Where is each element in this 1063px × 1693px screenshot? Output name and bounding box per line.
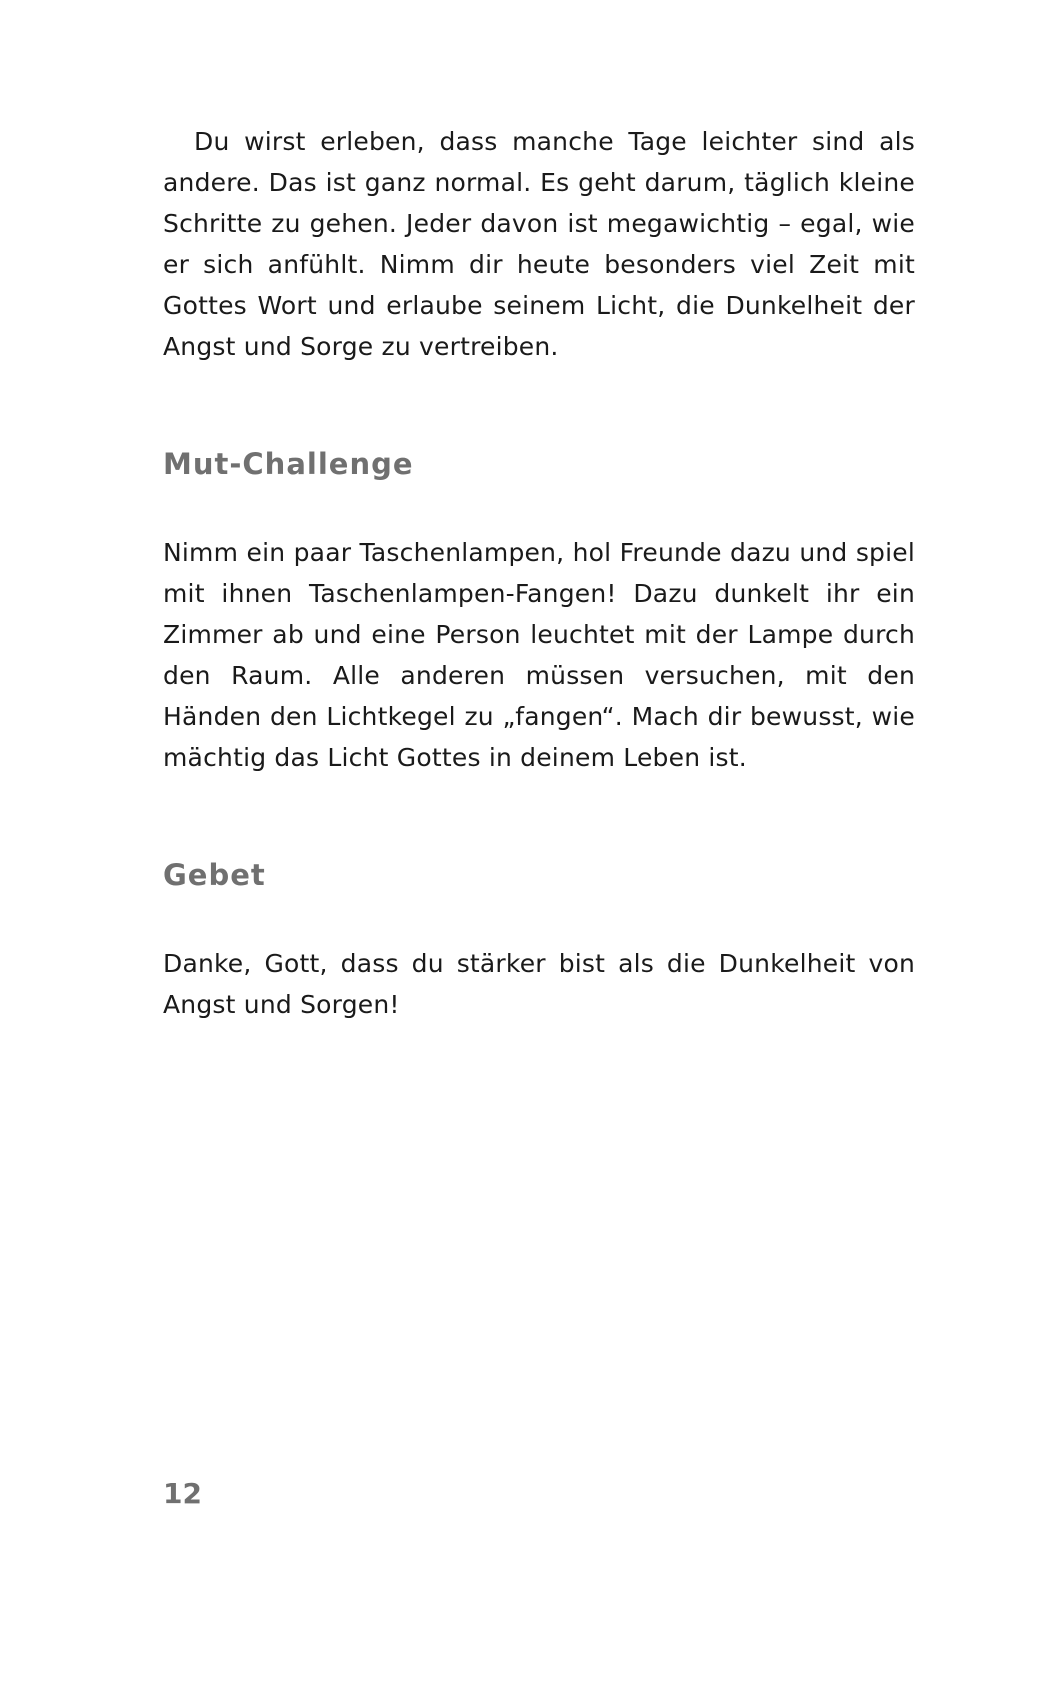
section-heading-gebet: Gebet: [163, 858, 266, 892]
gebet-paragraph: Danke, Gott, dass du stärker bist als die Dunkelheit von Angst und Sorgen!: [163, 949, 915, 1019]
mut-challenge-paragraph: Nimm ein paar Taschenlampen, hol Freunde dazu und spiel mit ihnen Taschenlampen-Fangen! Dazu dunkelt ihr ein Zimmer ab und eine Person leuchtet mit der Lampe durch den Raum. Alle anderen müssen versuchen, mit den Händen den Lichtkegel zu „fangen“. Mach dir bewusst, wie mächtig das Licht Gottes in deinem Leben ist.: [163, 538, 915, 772]
section-heading-mut-challenge: Mut-Challenge: [163, 447, 414, 481]
intro-paragraph: Du wirst erleben, dass manche Tage leichter sind als andere. Das ist ganz normal. Es geht darum, täglich kleine Schritte zu gehen. Jeder davon ist megawichtig – egal, wie er sich anfühlt. Nimm dir heute besonders viel Zeit mit Gottes Wort und erlaube seinem Licht, die Dunkelheit der Angst und Sorge zu vertreiben.: [163, 127, 915, 361]
page-number: 12: [163, 1477, 202, 1510]
